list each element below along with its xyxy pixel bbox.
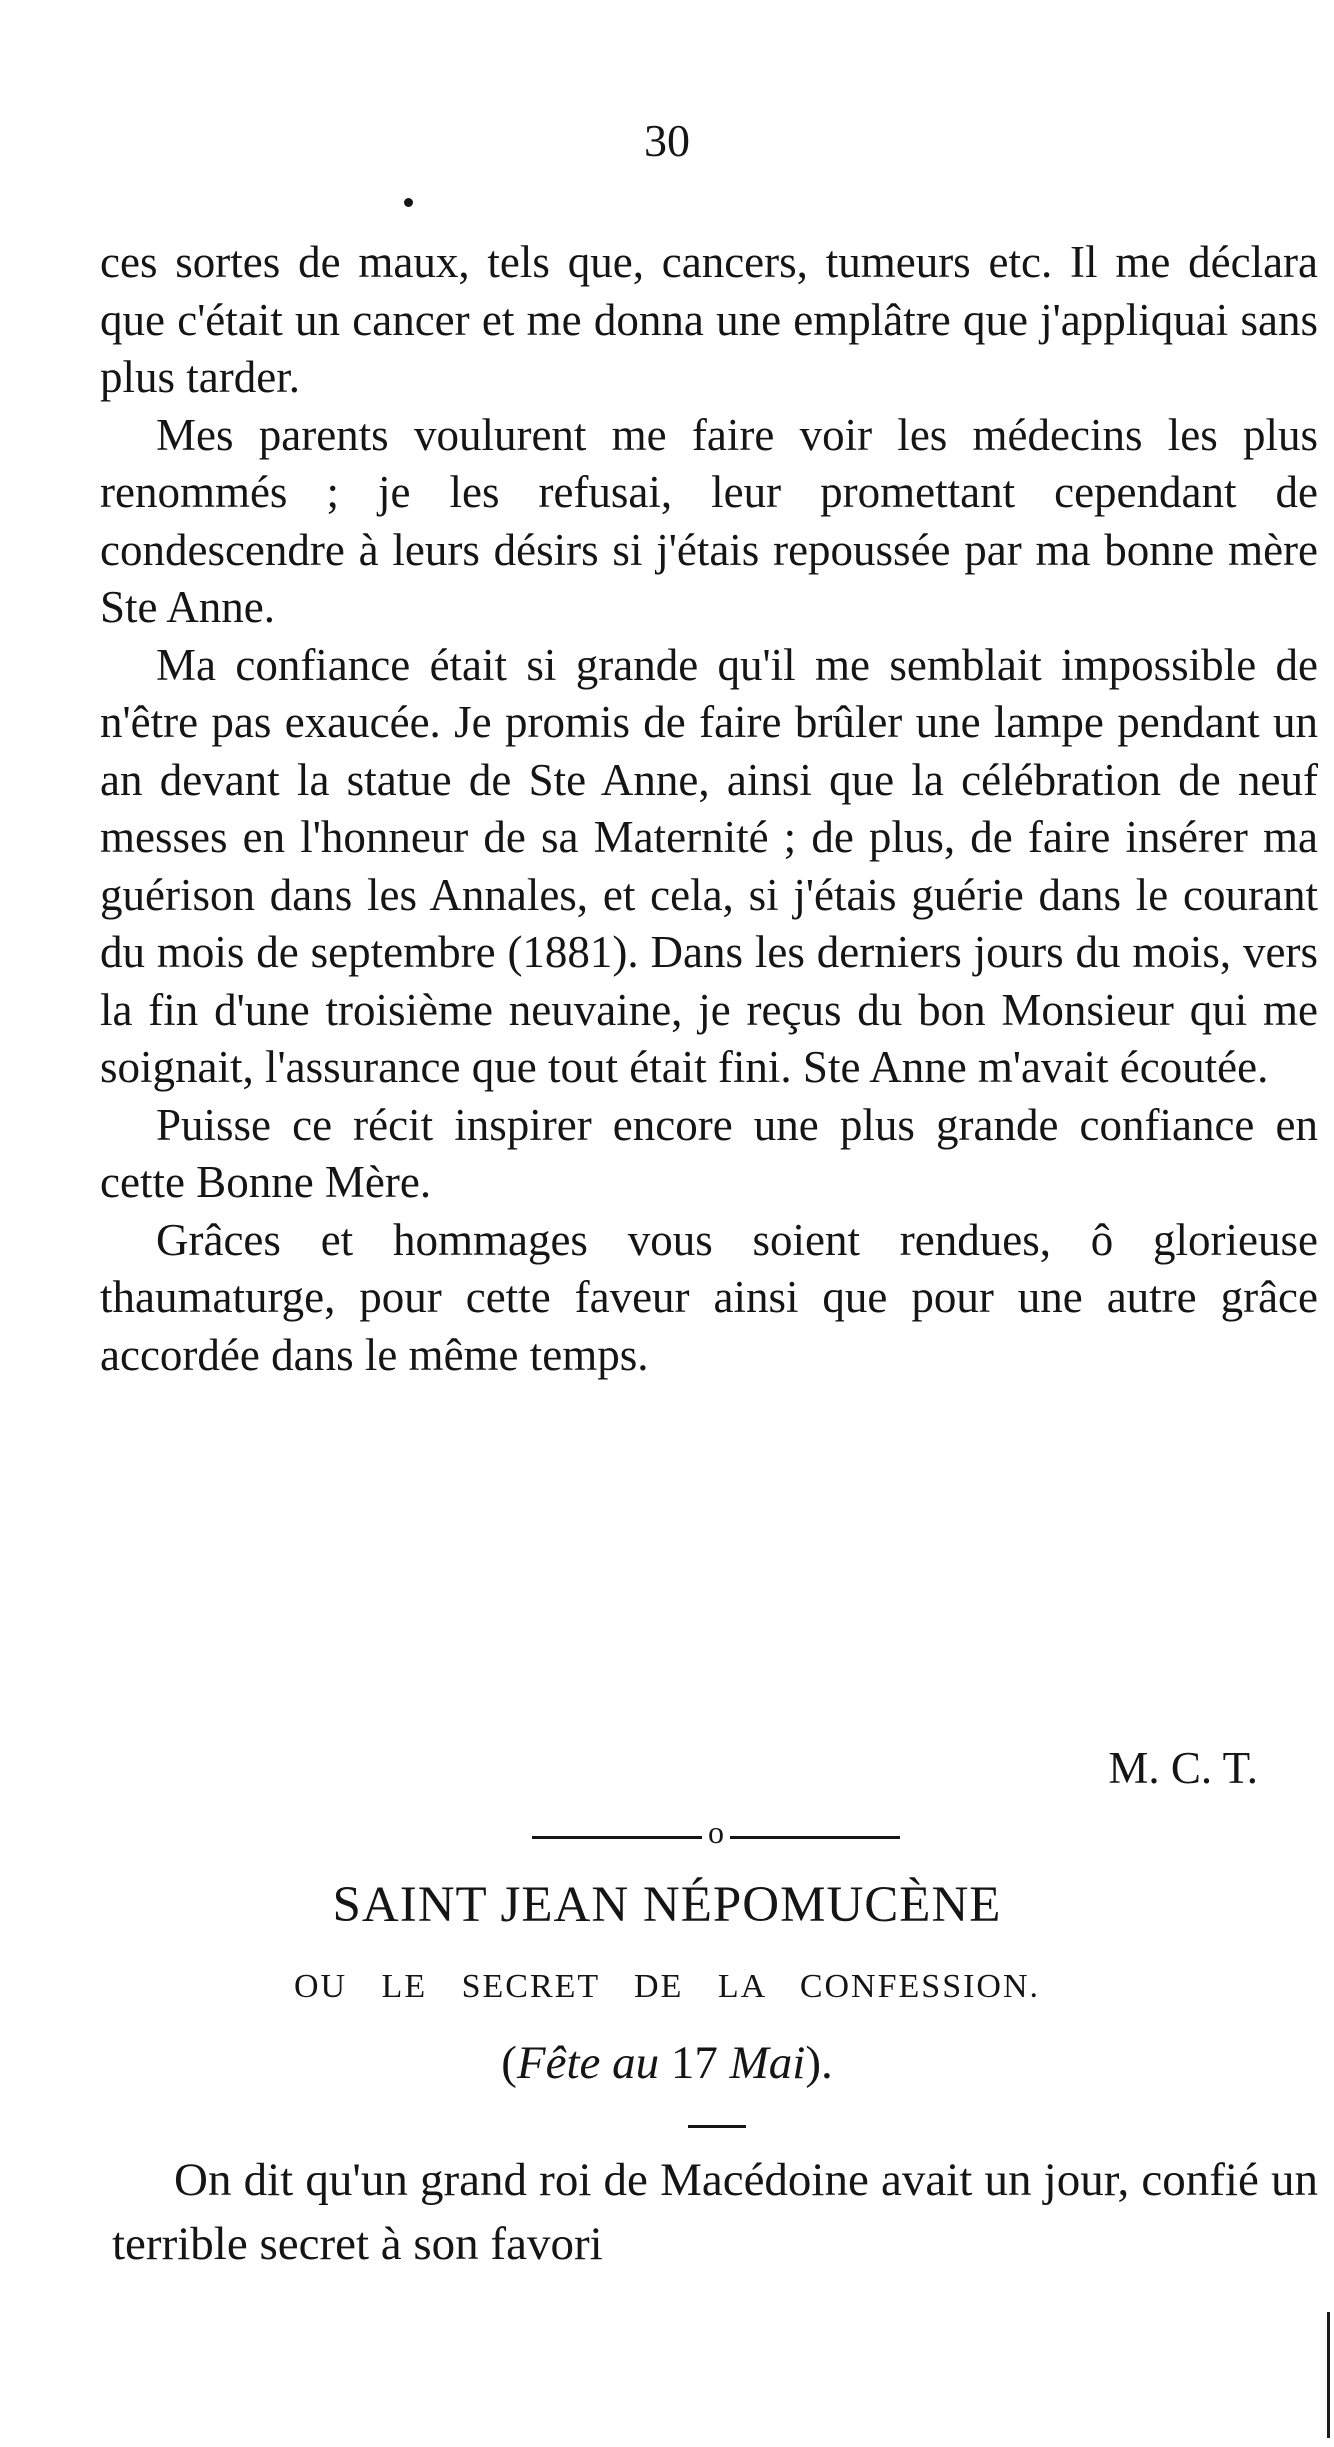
feast-label: Fête au [516, 2037, 660, 2089]
separator-line-right [730, 1836, 900, 1839]
paragraph-2: Mes parents voulurent me faire voir les médecins les plus renommés ; je les refusai, leur promettant cependant de condescendre à leurs désirs si j'étais repoussée par ma bonne mère Ste Anne. [100, 409, 1318, 632]
section-subtitle: OU LE SECRET DE LA CONFESSION. [293, 1968, 1041, 2005]
feast-date [0, 2037, 1334, 2089]
paragraph-3: Ma confiance était si grande qu'il me semblait impossible de n'être pas exaucée. Je promis de faire brûler une lampe pendant un an devant la statue de Ste Anne, ainsi que la célébration de neuf messes en l'honneur de sa Maternité ; de plus, de faire insérer ma guérison dans les Annales, et cela, si j'étais guérie dans le courant du mois de septembre (1881). Dans les derniers jours du mois, vers la fin d'une troisième neuvaine, je reçus du bon Monsieur qui me soignait, l'assurance que tout était fini. Ste Anne m'avait écoutée. [100, 639, 1318, 1092]
testimony-text [100, 234, 1318, 1384]
section-separator [532, 1814, 900, 1852]
signature-initials: M. C. T. [1108, 1743, 1258, 1793]
paragraph-5: Grâces et hommages vous soient rendues, ô glorieuse thaumaturge, pour cette faveur ainsi que pour une autre grâce accordée dans le même temps. [100, 1214, 1318, 1380]
section-title: SAINT JEAN NÉPOMUCÈNE [332, 1877, 1002, 1933]
ink-dot [404, 198, 413, 207]
short-rule-divider [688, 2125, 746, 2128]
page-number: 30 [644, 115, 690, 166]
feast-open-paren: ( [501, 2037, 517, 2089]
paragraph-4: Puisse ce récit inspirer encore une plus grande confiance en cette Bonne Mère. [100, 1099, 1318, 1207]
feast-month: Mai [729, 2037, 806, 2089]
separator-mark: o [708, 1814, 724, 1850]
separator-line-left [532, 1836, 702, 1839]
paragraph-1: ces sortes de maux, tels que, cancers, tumeurs etc. Il me déclara que c'était un cancer et me donna une emplâtre que j'appliquai sans plus tarder. [100, 237, 1318, 402]
feast-close-paren: ). [805, 2037, 833, 2089]
page-edge-mark [1327, 2312, 1330, 2438]
section-text [112, 2148, 1318, 2276]
section-paragraph-1: On dit qu'un grand roi de Macédoine avait un jour, confié un terrible secret à son favori [112, 2154, 1318, 2270]
feast-day: 17 [659, 2037, 730, 2089]
